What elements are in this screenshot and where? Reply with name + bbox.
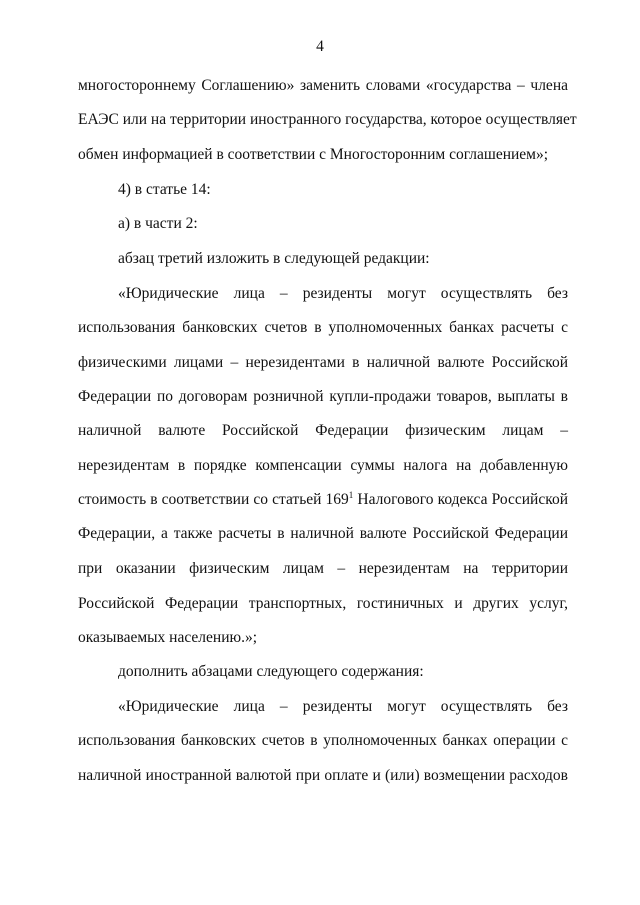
quote-line: Российской Федерации транспортных, гостиничных и других услуг,	[78, 595, 568, 612]
page-number: 4	[316, 38, 324, 55]
quote-line: «Юридические лица – резиденты могут осуществлять без	[118, 285, 568, 302]
quote-line: физическими лицами – нерезидентами в наличной валюте Российской	[78, 354, 568, 371]
text-line: обмен информацией в соответствии с Многосторонним соглашением»;	[78, 146, 549, 163]
quote-line: Федерации, а также расчеты в наличной валюте Российской Федерации	[78, 525, 568, 542]
text-fragment: стоимость в соответствии со статьей 169	[78, 491, 349, 508]
text-line: дополнить абзацами следующего содержания:	[118, 663, 424, 680]
quote-line: оказываемых населению.»;	[78, 629, 258, 646]
quote-line: использования банковских счетов в уполномоченных банках расчеты с	[78, 319, 568, 336]
superscript: 1	[348, 489, 354, 500]
list-item-heading: 4) в статье 14:	[118, 181, 211, 198]
quote-line: использования банковских счетов в уполномоченных банках операции с	[78, 732, 568, 749]
text-line: многостороннему Соглашению» заменить словами «государства – члена	[78, 77, 568, 94]
quote-line: при оказании физическим лицам – нерезидентам на территории	[78, 560, 568, 577]
list-item-heading: а) в части 2:	[118, 215, 198, 232]
text-line: ЕАЭС или на территории иностранного государства, которое осуществляет	[78, 111, 577, 128]
text-fragment: Налогового кодекса Российской	[353, 491, 568, 508]
quote-line: Федерации по договорам розничной купли-продажи товаров, выплаты в	[78, 388, 568, 405]
quote-line	[78, 490, 568, 510]
quote-line: «Юридические лица – резиденты могут осуществлять без	[118, 698, 568, 715]
text-line: абзац третий изложить в следующей редакции:	[118, 250, 430, 267]
quote-line: наличной валюте Российской Федерации физическим лицам –	[78, 422, 568, 439]
quote-line: нерезидентам в порядке компенсации суммы налога на добавленную	[78, 457, 568, 474]
quote-line: наличной иностранной валютой при оплате и (или) возмещении расходов	[78, 767, 568, 784]
